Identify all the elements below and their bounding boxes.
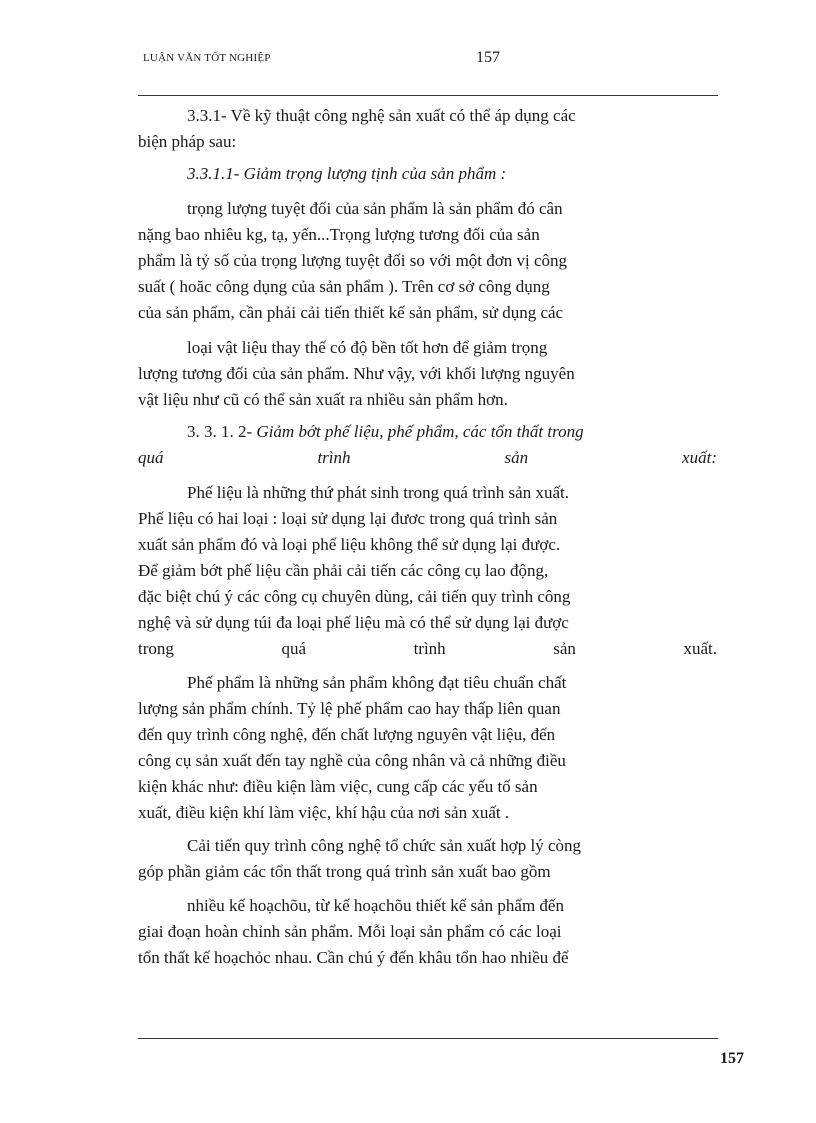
body-line: vật liệu như cũ có thể sản xuất ra nhiều sản phẩm hơn. [138,390,508,409]
body-line: tổn thất kế hoạchỏc nhau. Cần chú ý đến khâu tổn hao nhiều để [138,948,569,967]
body-line: nghệ và sử dụng túi đa loại phế liệu mà có thể sử dụng lại được [138,613,569,632]
running-header-title: LUẬN VĂN TỐT NGHIỆP [143,52,271,64]
body-line: kiện khác như: điều kiện làm việc, cung cấp các yếu tố sản [138,777,538,796]
subsection-number: 3. 3. 1. 2- [187,422,257,441]
header-page-number: 157 [476,49,500,66]
body-line: Cải tiến quy trình công nghệ tổ chức sản xuất hợp lý còng [187,836,582,855]
body-line: trọng lượng tuyệt đối của sản phẩm là sản phẩm đó cân [187,199,563,218]
section-heading-3-3-1: 3.3.1- Về kỹ thuật công nghệ sản xuất có thể áp dụng các [187,106,576,125]
body-line: xuất, điều kiện khí làm việc, khí hậu của nơi sản xuất . [138,803,510,822]
body-line: Để giảm bớt phế liệu cần phải cải tiến các công cụ lao động, [138,561,549,580]
header-rule [138,95,718,96]
body-line-justified: trong quá trình sản xuất. [138,639,717,658]
body-line: biện pháp sau: [138,132,237,151]
body-line: suất ( hoăc công dụng của sản phẩm ). Trên cơ sở công dụng [138,277,550,296]
subsection-heading-3-3-1-2 [187,421,717,443]
footer-page-number: 157 [720,1050,744,1067]
body-line: góp phần giảm các tổn thất trong quá trình sản xuất bao gồm [138,862,551,881]
body-line: xuất sản phẩm đó và loại phế liệu không thể sử dụng lại được. [138,535,561,554]
body-line: nặng bao nhiêu kg, tạ, yến...Trọng lượng tương đối của sản [138,225,540,244]
body-line: của sản phẩm, cần phải cải tiến thiết kế sản phẩm, sử dụng các [138,303,564,322]
body-line: Phế liệu có hai loại : loại sử dụng lại đươc trong quá trình sản [138,509,558,528]
body-line: loại vật liệu thay thế có độ bền tốt hơn để giảm trọng [187,338,548,357]
subsection-heading-continued: quá trình sản xuất: [138,448,717,467]
body-line: giai đoạn hoàn chỉnh sản phẩm. Mỗi loại sản phẩm có các loại [138,922,562,941]
subsection-title: Giảm bớt phế liệu, phế phẩm, các tổn thất trong [256,422,584,441]
body-line: nhiều kế hoạchõu, từ kế hoạchõu thiết kế sản phẩm đến [187,896,564,915]
body-line: Phế liệu là những thứ phát sinh trong quá trình sản xuất. [187,483,569,502]
body-line: Phế phẩm là những sản phẩm không đạt tiêu chuẩn chất [187,673,567,692]
footer-rule [138,1038,718,1039]
body-line: đặc biệt chú ý các công cụ chuyên dùng, cải tiến quy trình công [138,587,571,606]
body-line: lượng tương đối của sản phẩm. Như vậy, với khối lượng nguyên [138,364,575,383]
body-line: công cụ sản xuất đến tay nghề của công nhân và cả những điều [138,751,566,770]
body-line: lượng sản phẩm chính. Tỷ lệ phế phẩm cao hay thấp liên quan [138,699,561,718]
body-line: đến quy trình công nghệ, đến chất lượng nguyên vật liệu, đến [138,725,556,744]
subsection-heading-3-3-1-1: 3.3.1.1- Giảm trọng lượng tịnh của sản phẩm : [187,164,507,183]
body-line: phẩm là tỷ số của trọng lượng tuyệt đối so với một đơn vị công [138,251,568,270]
